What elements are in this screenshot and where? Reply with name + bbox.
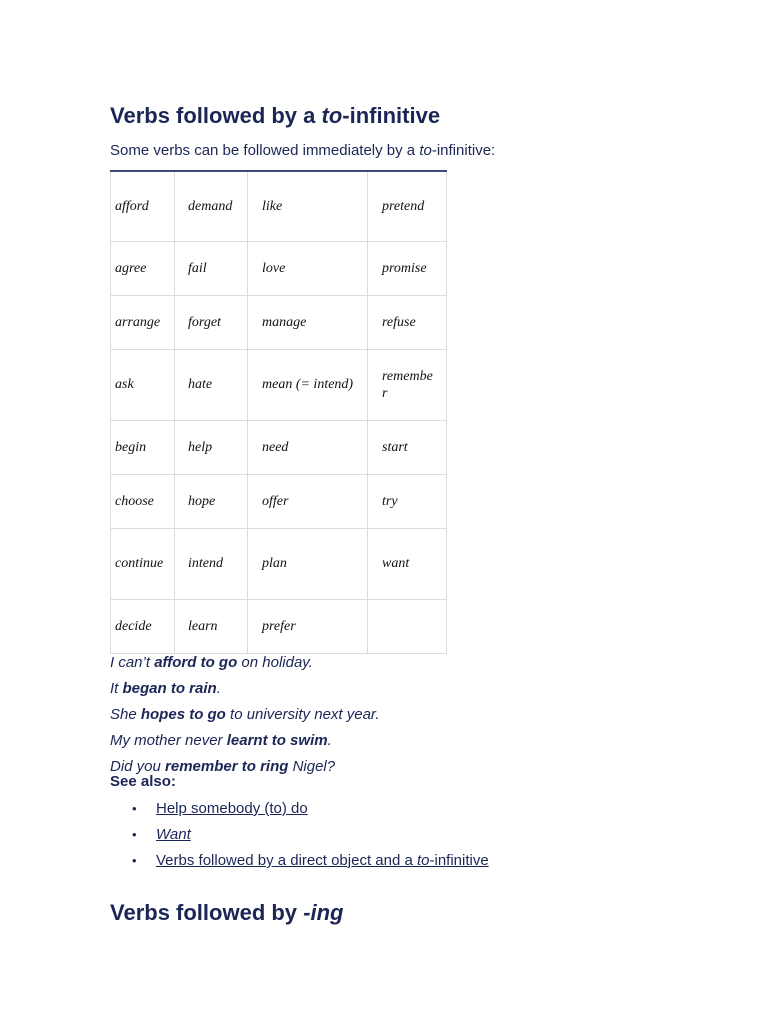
intro-emphasis: to: [419, 142, 432, 159]
intro-text: Some verbs can be followed immediately by a: [110, 142, 420, 159]
heading-emphasis: -ing: [303, 900, 344, 925]
link-emphasis: to: [417, 852, 430, 869]
example-highlight: began to rain: [122, 680, 217, 697]
table-row: [111, 474, 447, 528]
example-text: .: [216, 680, 221, 697]
see-also-list: [110, 796, 489, 874]
list-item: [110, 822, 489, 848]
table-cell: demand: [175, 171, 248, 241]
example-sentences: [110, 653, 380, 783]
example-text: .: [327, 732, 332, 749]
table-row: [111, 171, 447, 241]
table-cell: learn: [175, 599, 248, 653]
table-row: [111, 241, 447, 295]
example-text: She: [110, 706, 141, 723]
table-cell: choose: [111, 474, 175, 528]
table-cell: manage: [248, 295, 368, 349]
table-cell: like: [248, 171, 368, 241]
section-heading-to-infinitive: [110, 103, 440, 129]
table-row: [111, 295, 447, 349]
table-cell: promise: [368, 241, 447, 295]
link-verbs-direct-object-to-infinitive[interactable]: [156, 852, 489, 869]
table-cell: try: [368, 474, 447, 528]
table-cell: hate: [175, 349, 248, 420]
link-text: Verbs followed by a direct object and a: [156, 852, 417, 869]
list-item: [110, 796, 489, 822]
heading-text: -infinitive: [342, 103, 441, 128]
example-highlight: remember to ring: [165, 758, 289, 775]
example-sentence: [110, 705, 380, 731]
example-sentence: [110, 653, 380, 679]
table-cell: arrange: [111, 295, 175, 349]
list-item: [110, 848, 489, 874]
example-text: My mother never: [110, 732, 227, 749]
table-cell: fail: [175, 241, 248, 295]
table-row: [111, 349, 447, 420]
link-help-somebody-to-do[interactable]: Help somebody (to) do: [156, 800, 308, 817]
link-text: -infinitive: [429, 852, 489, 869]
table-cell: want: [368, 528, 447, 599]
table-row: [111, 599, 447, 653]
table-cell: remember: [368, 349, 447, 420]
example-text: to university next year.: [225, 706, 380, 723]
table-cell: help: [175, 420, 248, 474]
table-cell: offer: [248, 474, 368, 528]
heading-text: Verbs followed by a: [110, 103, 322, 128]
link-text: Want: [156, 826, 191, 843]
example-highlight: learnt to swim: [226, 732, 328, 749]
example-text: Did you: [110, 758, 166, 775]
table-cell: pretend: [368, 171, 447, 241]
table-cell: hope: [175, 474, 248, 528]
table-cell: intend: [175, 528, 248, 599]
example-sentence: [110, 731, 380, 757]
table-cell: afford: [111, 171, 175, 241]
table-cell: plan: [248, 528, 368, 599]
link-want[interactable]: [156, 826, 191, 843]
table-cell: love: [248, 241, 368, 295]
verbs-table: [110, 170, 447, 654]
section-heading-ing: [110, 900, 343, 926]
table-cell: start: [368, 420, 447, 474]
example-text: Nigel?: [288, 758, 336, 775]
table-cell: refuse: [368, 295, 447, 349]
table-cell: decide: [111, 599, 175, 653]
example-text: on holiday.: [237, 654, 313, 671]
table-cell: need: [248, 420, 368, 474]
table-cell: begin: [111, 420, 175, 474]
see-also-label: See also:: [110, 773, 176, 790]
table-row: [111, 420, 447, 474]
heading-emphasis: to: [321, 103, 343, 128]
table-cell: mean (= intend): [248, 349, 368, 420]
table-cell: [368, 599, 447, 653]
heading-text: Verbs followed by: [110, 900, 304, 925]
intro-paragraph: [110, 142, 495, 159]
table-cell: agree: [111, 241, 175, 295]
intro-text: -infinitive:: [431, 142, 496, 159]
example-highlight: hopes to go: [140, 706, 226, 723]
example-sentence: [110, 679, 380, 705]
table-cell: continue: [111, 528, 175, 599]
table-cell: forget: [175, 295, 248, 349]
example-text: It: [110, 680, 123, 697]
example-text: I can’t: [110, 654, 155, 671]
table-cell: ask: [111, 349, 175, 420]
table-row: [111, 528, 447, 599]
table-cell: prefer: [248, 599, 368, 653]
example-highlight: afford to go: [154, 654, 238, 671]
